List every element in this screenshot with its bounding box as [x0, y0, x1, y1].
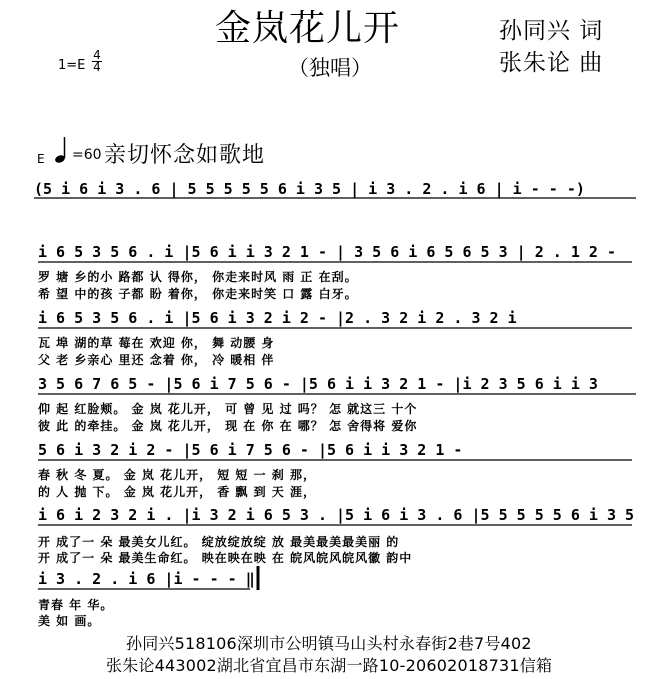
lyric-line-5: 仰 起 红脸颊。 金 岚 花儿开， 可 曾 见 过 吗？ 怎 就这三 十个	[38, 402, 418, 416]
notation-row-2: i 6 5 3 5 6 . i |5 6 i i 3 2 1 - | 3 5 6 i 6 5 6 5 3 | 2 . 1 2 -	[38, 243, 616, 261]
notation-row-1: (5 i 6 i 3 . 6 | 5 5 5 5 5 6 i 3 5 | i 3 . 2 . i 6 | i - - -)	[34, 180, 585, 198]
notation-row-5: 5 6 i 3 2 i 2 - |5 6 i 7 5 6 - |5 6 i i 3 2 1 -	[38, 441, 463, 459]
lyric-line-10: 开 成了一 朵 最美生命红。 映在映在映 在 皖风皖风皖风徽 韵中	[38, 551, 413, 565]
lyricist-address: 孙同兴518106深圳市公明镇马山头村永春街2巷7号402	[126, 634, 532, 653]
notation-row-6: i 6 i 2 3 2 i . |i 3 2 i 6 5 3 . |5 i 6 i 3 . 6 |5 5 5 5 5 6 i 3 5	[38, 506, 635, 524]
lyric-line-11: 青春 年 华。	[38, 598, 114, 612]
composer-address: 张朱论443002湖北省宜昌市东湖一路10-20602018731信箱	[106, 656, 553, 675]
song-subtitle: （独唱）	[288, 56, 372, 80]
lyric-line-3: 瓦 埠 湖的草 莓在 欢迎 你， 舞 动腰 身	[38, 336, 275, 350]
tempo-marking: =60	[72, 147, 102, 163]
lyric-line-7: 春 秋 冬 夏。 金 岚 花儿开， 短 短 一 刹 那，	[38, 468, 316, 482]
expression-marking: 亲切怀念如歌地	[104, 143, 266, 168]
meter-bottom: 4	[93, 60, 101, 74]
notation-row-7: i 3 . 2 . i 6 |i - - - ‖	[38, 570, 255, 588]
lyric-line-2: 希 望 中的孩 子都 盼 着你， 你走来时笑 口 露 白牙。	[38, 287, 358, 301]
composer-credit: 张朱论 曲	[499, 50, 604, 76]
lyric-line-12: 美 如 画。	[38, 614, 101, 628]
lyric-line-6: 彼 此 的牵挂。 金 岚 花儿开， 现 在 你 在 哪？ 怎 舍得将 爱你	[38, 419, 418, 433]
song-title: 金岚花儿开	[215, 8, 401, 49]
meter-top: 4	[93, 48, 101, 62]
notation-row-4: 3 5 6 7 6 5 - |5 6 i 7 5 6 - |5 6 i i 3 2 1 - |i 2 3 5 6 i i 3	[38, 375, 598, 393]
key-signature: 1=E	[58, 58, 86, 73]
key-letter: E	[37, 152, 45, 166]
lyricist-credit: 孙同兴 词	[499, 18, 604, 44]
lyric-line-1: 罗 塘 乡的小 路都 认 得你， 你走来时风 雨 正 在刮。	[38, 270, 358, 284]
lyric-line-4: 父 老 乡亲心 里还 念着 你， 冷 暖相 伴	[38, 353, 275, 367]
notation-row-3: i 6 5 3 5 6 . i |5 6 i 3 2 i 2 - |2 . 3 2 i 2 . 3 2 i	[38, 309, 517, 327]
lyric-line-8: 的 人 抛 下。 金 岚 花儿开， 香 飘 到 天 涯，	[38, 485, 316, 499]
lyric-line-9: 开 成了一 朵 最美女儿红。 绽放绽放绽 放 最美最美最美丽 的	[38, 535, 400, 549]
